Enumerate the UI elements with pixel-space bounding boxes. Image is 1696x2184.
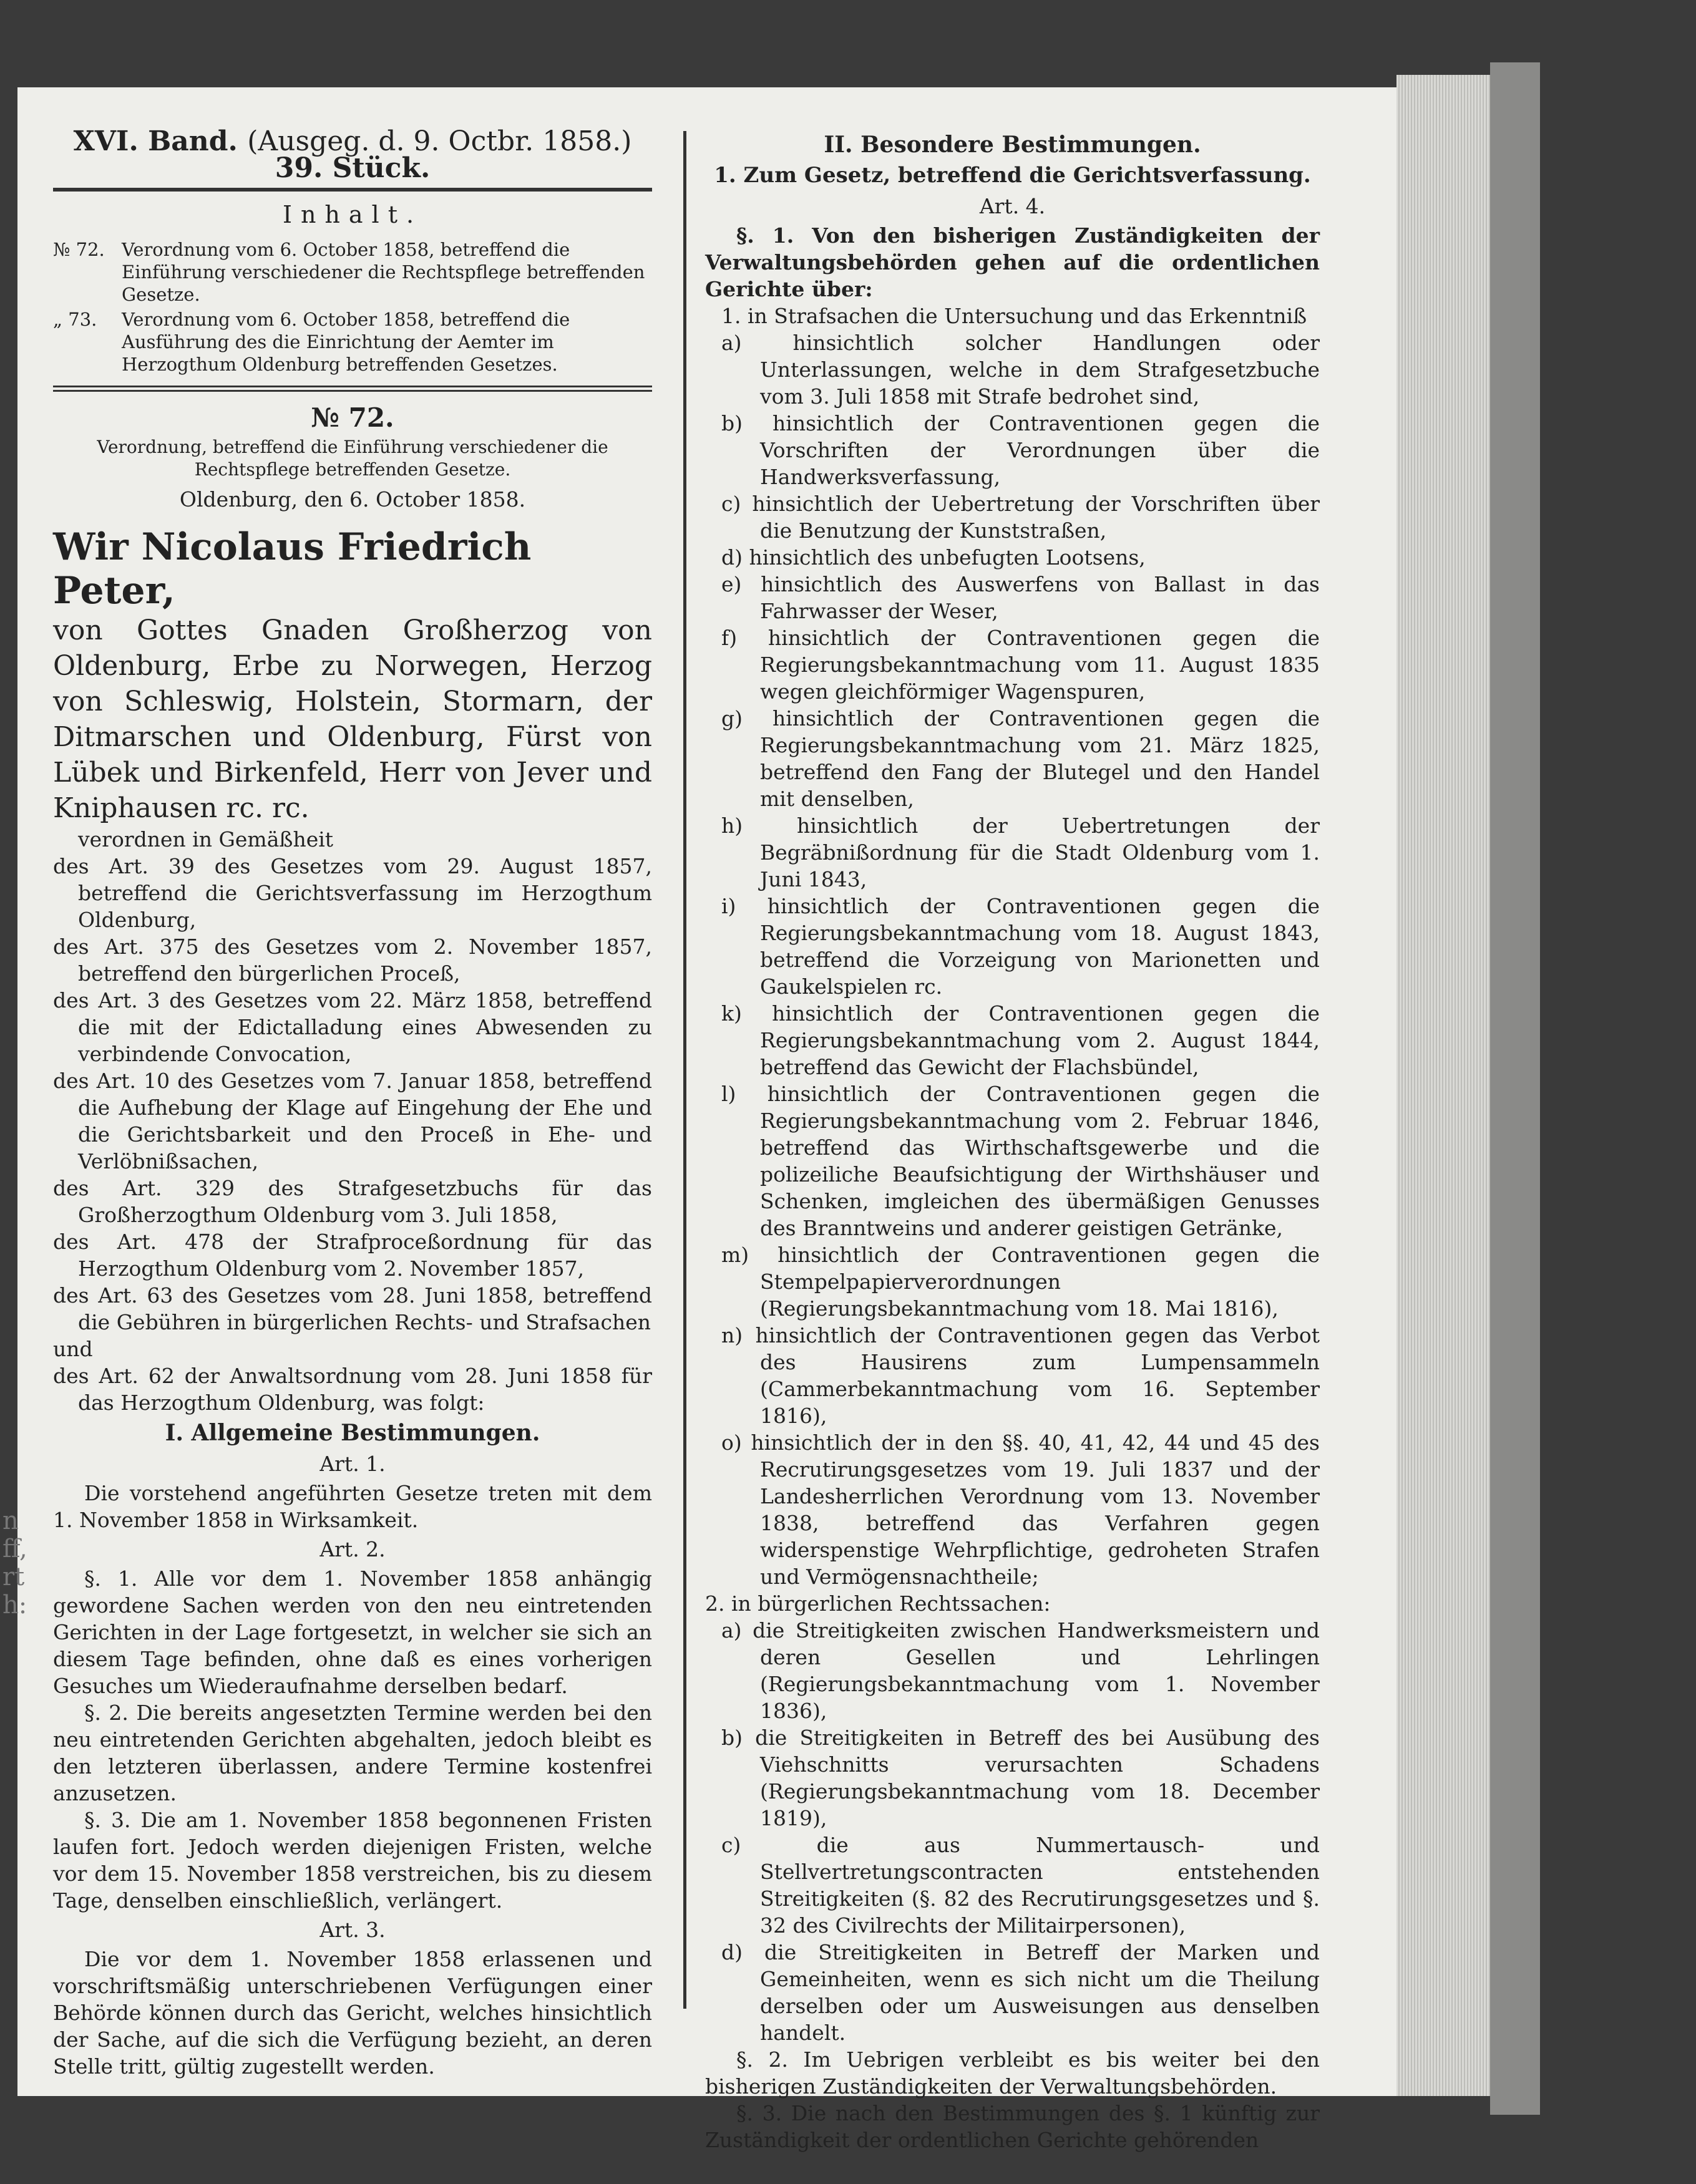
- reference-item: des Art. 39 des Gesetzes vom 29. August 1857, betreffend die Gerichtsverfassung im Herzogthum Oldenburg,: [53, 854, 652, 932]
- subsection-heading: 1. Zum Gesetz, betreffend die Gerichtsverfassung.: [714, 163, 1311, 188]
- list-item: e) hinsichtlich des Auswerfens von Ballast in das Fahrwasser der Weser,: [721, 572, 1320, 623]
- reference-item: des Art. 10 des Gesetzes vom 7. Januar 1858, betreffend die Aufhebung der Klage auf Eingehung der Ehe und die Gerichtsbarkeit und den Proceß in Ehe- und Verlöbnißsachen,: [53, 1069, 652, 1173]
- toc-item-text: Verordnung vom 6. October 1858, betreffend die Ausführung des die Einrichtung der Aemter im Herzogthum Oldenburg betreffenden Gesetzes.: [122, 309, 570, 375]
- margin-glyph: h:: [2, 1591, 27, 1619]
- toc-item: [53, 308, 652, 376]
- margin-glyph: n: [2, 1507, 19, 1535]
- list-item: n) hinsichtlich der Contraventionen gegen das Verbot des Hausirens zum Lumpensammeln (Cammerbekanntmachung vom 16. September 1816),: [721, 1323, 1320, 1428]
- list-item: k) hinsichtlich der Contraventionen gegen die Regierungsbekanntmachung vom 2. August 1844, betreffend das Gewicht der Flachsbündel,: [721, 1001, 1320, 1079]
- article-label: Art. 4.: [979, 194, 1046, 218]
- list-item: b) die Streitigkeiten in Betreff des bei Ausübung des Viehschnitts verursachten Schadens (Regierungsbekanntmachung vom 18. December 1819),: [721, 1725, 1320, 1830]
- toc-item-number: № 72.: [53, 239, 105, 260]
- article-label: Art. 3.: [319, 1918, 386, 1942]
- article-text: Die vorstehend angeführten Gesetze treten mit dem 1. November 1858 in Wirksamkeit.: [53, 1481, 652, 1532]
- list-item: m) hinsichtlich der Contraventionen gegen die Stempelpapierverordnungen (Regierungsbekanntmachung vom 18. Mai 1816),: [721, 1243, 1320, 1321]
- part-heading: I. Allgemeine Bestimmungen.: [165, 1420, 540, 1446]
- list-item: d) die Streitigkeiten in Betreff der Marken und Gemeinheiten, wenn es sich nicht um die Theilung derselben oder um Ausweisungen aus denselben handelt.: [721, 1940, 1320, 2045]
- right-column: [705, 128, 1320, 2153]
- reference-item: des Art. 62 der Anwaltsordnung vom 28. Juni 1858 für das Herzogthum Oldenburg, was folgt:: [53, 1364, 652, 1415]
- toc-item: [53, 238, 652, 306]
- list-item: h) hinsichtlich der Uebertretungen der Begräbnißordnung für die Stadt Oldenburg vom 1. Juni 1843,: [721, 813, 1320, 891]
- list-item: c) hinsichtlich der Uebertretung der Vorschriften über die Benutzung der Kunststraßen,: [721, 492, 1320, 543]
- page-edges: [1396, 75, 1490, 2096]
- part-heading: II. Besondere Bestimmungen.: [824, 132, 1201, 158]
- margin-glyph: ff,: [2, 1535, 27, 1563]
- left-column: [53, 125, 652, 2080]
- margin-glyph: rt: [2, 1563, 25, 1591]
- reference-item: und: [53, 1337, 93, 1361]
- stueck-label: 39. Stück.: [275, 152, 431, 184]
- list-item: c) die aus Nummertausch- und Stellvertretungscontracten entstehenden Streitigkeiten (§. 82 des Recrutirungsgesetzes und §. 32 des Civilrechts der Militairpersonen),: [721, 1833, 1320, 1938]
- toc-item-text: Verordnung vom 6. October 1858, betreffend die Einführung verschiedener die Rechtspflege betreffenden Gesetze.: [122, 239, 645, 305]
- article-label: Art. 2.: [319, 1537, 386, 1561]
- book-cover-edge: [1490, 62, 1540, 2115]
- list-intro: 2. in bürgerlichen Rechtssachen:: [705, 1591, 1051, 1616]
- article-text: Die vor dem 1. November 1858 erlassenen und vorschriftsmäßig unterschriebenen Verfügungen einer Behörde können durch das Gericht, welches hinsichtlich der Sache, auf die sich die Verfügung bezieht, an deren Stelle tritt, gültig zugestellt werden.: [53, 1947, 652, 2079]
- list-item: i) hinsichtlich der Contraventionen gegen die Regierungsbekanntmachung vom 18. August 1843, betreffend die Vorzeigung von Marionetten und Gaukelspielen rc.: [721, 894, 1320, 999]
- list-item: l) hinsichtlich der Contraventionen gegen die Regierungsbekanntmachung vom 2. Februar 1846, betreffend das Wirthschaftsgewerbe und die polizeiliche Beaufsichtigung der Wirthshäuser und Schenken, imgleichen des übermäßigen Genusses des Branntweins und anderer geistigen Getränke,: [721, 1082, 1320, 1240]
- band-label: XVI. Band.: [73, 125, 238, 157]
- list-intro: 1. in Strafsachen die Untersuchung und das Erkenntniß: [721, 304, 1307, 328]
- list-item: b) hinsichtlich der Contraventionen gegen die Vorschriften der Verordnungen über die Handwerksverfassung,: [721, 411, 1320, 489]
- toc-item-number: „ 73.: [53, 309, 97, 330]
- reference-item: des Art. 478 der Strafproceßordnung für das Herzogthum Oldenburg vom 2. November 1857,: [53, 1230, 652, 1281]
- list-item: o) hinsichtlich der in den §§. 40, 41, 42, 44 und 45 des Recrutirungsgesetzes vom 19. Juli 1837 und der Landesherrlichen Verordnung vom 13. November 1838, betreffend das Verfahren gegen widerspenstige Wehrpflichtige, gedroheten Strafen und Vermögensnachtheile;: [721, 1430, 1320, 1589]
- list-item: f) hinsichtlich der Contraventionen gegen die Regierungsbekanntmachung vom 11. August 1835 wegen gleichförmiger Wagenspuren,: [721, 626, 1320, 704]
- section-paragraph: §. 1. Von den bisherigen Zuständigkeiten der Verwaltungsbehörden gehen auf die ordentlichen Gerichte über:: [705, 223, 1320, 301]
- ordinance-number: № 72.: [311, 402, 394, 433]
- reference-item: des Art. 63 des Gesetzes vom 28. Juni 1858, betreffend die Gebühren in bürgerlichen Rechts- und Strafsachen: [53, 1283, 652, 1334]
- place-date: Oldenburg, den 6. October 1858.: [179, 487, 526, 512]
- section-paragraph: §. 2. Im Uebrigen verbleibt es bis weiter bei den bisherigen Zuständigkeiten der Verwaltungsbehörden.: [705, 2047, 1320, 2099]
- column-divider: [683, 131, 686, 2009]
- reference-item: des Art. 375 des Gesetzes vom 2. November 1857, betreffend den bürgerlichen Proceß,: [53, 934, 652, 986]
- section-paragraph: §. 2. Die bereits angesetzten Termine werden bei den neu eintretenden Gerichten abgehalten, jedoch bleibt es den letzteren überlassen, andere Termine kostenfrei anzusetzen.: [53, 1701, 652, 1805]
- section-paragraph: §. 3. Die nach den Bestimmungen des §. 1 künftig zur Zuständigkeit der ordentlichen Gerichte gehörenden: [705, 2101, 1320, 2152]
- sovereign-name: Wir Nicolaus Friedrich Peter,: [53, 525, 532, 613]
- list-item: a) die Streitigkeiten zwischen Handwerksmeistern und deren Gesellen und Lehrlingen (Regierungsbekanntmachung vom 1. November 1836),: [721, 1618, 1320, 1723]
- header-rule: [53, 188, 652, 192]
- list-item: a) hinsichtlich solcher Handlungen oder Unterlassungen, welche in dem Strafgesetzbuche vom 3. Juli 1858 mit Strafe bedrohet sind,: [721, 331, 1320, 409]
- decree-intro: verordnen in Gemäßheit: [78, 827, 334, 852]
- sovereign-titles: von Gottes Gnaden Großherzog von Oldenburg, Erbe zu Norwegen, Herzog von Schleswig, Holstein, Stormarn, der Ditmarschen und Oldenburg, Fürst von Lübek und Birkenfeld, Herr von Jever und Kniphausen rc. rc.: [53, 614, 652, 824]
- list-item: g) hinsichtlich der Contraventionen gegen die Regierungsbekanntmachung vom 21. März 1825, betreffend den Fang der Blutegel und den Handel mit denselben,: [721, 706, 1320, 811]
- section-paragraph: §. 3. Die am 1. November 1858 begonnenen Fristen laufen fort. Jedoch werden diejenigen Fristen, welche vor dem 15. November 1858 verstreichen, bis zu diesem Tage, denselben einschließlich, verlängert.: [53, 1808, 652, 1913]
- article-label: Art. 1.: [319, 1452, 386, 1476]
- reference-item: des Art. 329 des Strafgesetzbuchs für das Großherzogthum Oldenburg vom 3. Juli 1858,: [53, 1176, 652, 1227]
- section-paragraph: §. 1. Alle vor dem 1. November 1858 anhängig gewordene Sachen werden von den neu eintretenden Gerichten in der Lage fortgesetzt, in welcher sie sich an diesem Tage befinden, ohne daß es eines vorherigen Gesuches um Wiederaufnahme derselben bedarf.: [53, 1566, 652, 1698]
- toc-rule: [53, 386, 652, 392]
- issue-date: (Ausgeg. d. 9. Octbr. 1858.): [247, 125, 632, 157]
- ordinance-title: Verordnung, betreffend die Einführung verschiedener die Rechtspflege betreffenden Gesetze.: [97, 437, 608, 480]
- volume-header: [53, 125, 652, 184]
- toc-title: Inhalt.: [282, 201, 423, 228]
- list-item: d) hinsichtlich des unbefugten Lootsens,: [721, 545, 1146, 570]
- reference-item: des Art. 3 des Gesetzes vom 22. März 1858, betreffend die mit der Edictalladung eines Abwesenden zu verbindende Convocation,: [53, 988, 652, 1066]
